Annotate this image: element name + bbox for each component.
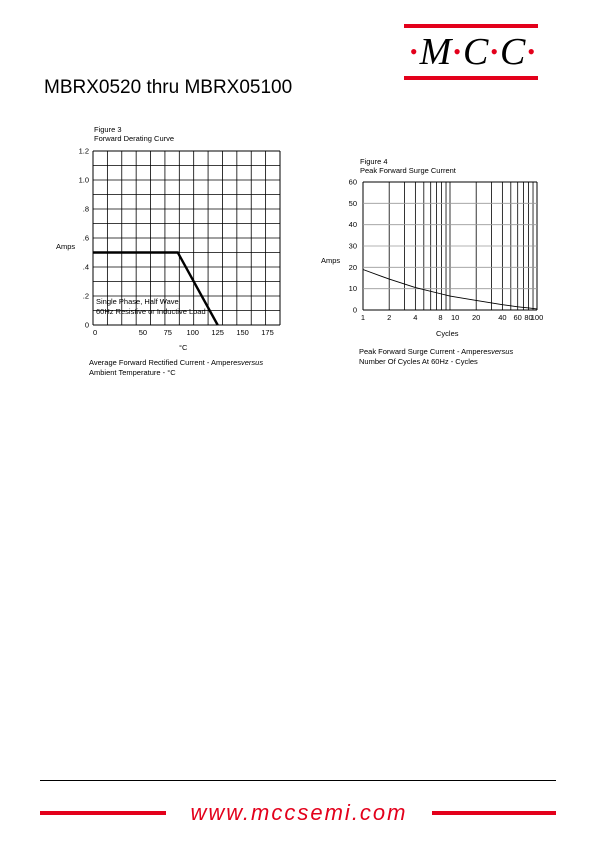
x-tick-label: 150 — [236, 328, 249, 337]
x-tick-label: 20 — [472, 313, 481, 322]
y-tick-label: .4 — [82, 262, 89, 272]
y-tick-label: 60 — [348, 177, 357, 187]
figure3-caption-1 — [89, 358, 263, 368]
figure3-label: Figure 3 — [94, 125, 122, 134]
y-tick-label: 30 — [348, 241, 357, 251]
mcc-logo — [408, 30, 538, 74]
figure4-grid — [363, 182, 537, 310]
figure4-xticks — [361, 313, 543, 322]
logo-dot-icon: • — [527, 39, 537, 64]
logo-letter-c1: C — [462, 31, 490, 73]
logo-dot-icon: • — [453, 39, 462, 64]
y-tick-label: .6 — [82, 233, 89, 243]
x-tick-label: 100 — [186, 328, 199, 337]
logo-letter-m: M — [419, 31, 453, 73]
y-tick-label: .8 — [82, 204, 89, 214]
document-title: MBRX0520 thru MBRX05100 — [44, 77, 293, 98]
x-tick-label: 0 — [93, 328, 98, 337]
figure3-title: Forward Derating Curve — [94, 134, 175, 143]
footer-rule — [40, 780, 556, 781]
figure4-yticks — [349, 178, 357, 315]
figure3-yticks — [79, 147, 89, 330]
y-tick-label: 1.2 — [78, 146, 89, 156]
figure4-label: Figure 4 — [360, 157, 388, 166]
x-tick-label: 4 — [413, 313, 418, 322]
footer-website-link[interactable]: www.mccsemi.com — [190, 800, 408, 825]
figure3-caption-versus: versus — [241, 358, 264, 367]
figure4-caption-2: Number Of Cycles At 60Hz - Cycles — [359, 357, 478, 366]
x-tick-label: 100 — [530, 313, 544, 322]
figure4-chart — [340, 176, 550, 326]
y-tick-label: 50 — [348, 198, 357, 208]
x-tick-label: 75 — [163, 328, 172, 337]
y-tick-label: 10 — [348, 284, 357, 294]
logo-top-bar — [404, 24, 538, 28]
figure4-title: Peak Forward Surge Current — [360, 166, 456, 175]
logo-bottom-bar — [404, 76, 538, 80]
y-tick-label: 0 — [352, 305, 357, 315]
figure4-xlabel: Cycles — [436, 329, 459, 338]
figure4-caption-1a: Peak Forward Surge Current - Amperes — [359, 347, 492, 356]
figure4-ylabel: Amps — [321, 256, 341, 265]
y-tick-label: 40 — [348, 220, 357, 230]
y-tick-label: 20 — [348, 262, 357, 272]
logo-dot-icon: • — [409, 39, 419, 64]
logo-dot-icon: • — [490, 39, 500, 64]
figure3-caption-1a: Average Forward Rectified Current - Amperes — [89, 358, 242, 367]
x-tick-label: 125 — [211, 328, 224, 337]
figure4-caption-versus: versus — [491, 347, 514, 356]
x-tick-label: 60 — [513, 313, 522, 322]
x-tick-label: 175 — [261, 328, 274, 337]
figure3-ylabel: Amps — [56, 242, 76, 251]
y-tick-label: 1.0 — [78, 175, 89, 185]
logo-letter-c2: C — [500, 31, 527, 73]
x-tick-label: 80 — [524, 313, 533, 322]
x-tick-label: 40 — [498, 313, 507, 322]
x-tick-label: 2 — [387, 313, 392, 322]
figure3-caption-2: Ambient Temperature - °C — [89, 368, 176, 377]
x-tick-label: 1 — [360, 313, 366, 322]
footer-left-bar — [40, 811, 166, 815]
y-tick-label: .2 — [82, 291, 89, 301]
x-tick-label: 10 — [451, 313, 460, 322]
figure3-xunit: °C — [179, 343, 188, 352]
figure4-caption-1 — [359, 347, 513, 357]
footer-right-bar — [432, 811, 556, 815]
figure3-note-2: 60Hz Resistive or Inductive Load — [96, 307, 206, 316]
y-tick-label: 0 — [84, 320, 89, 330]
figure3-xticks — [93, 328, 274, 337]
x-tick-label: 50 — [138, 328, 148, 337]
x-tick-label: 8 — [438, 313, 443, 322]
figure3-note-1: Single Phase, Half Wave — [96, 297, 179, 306]
